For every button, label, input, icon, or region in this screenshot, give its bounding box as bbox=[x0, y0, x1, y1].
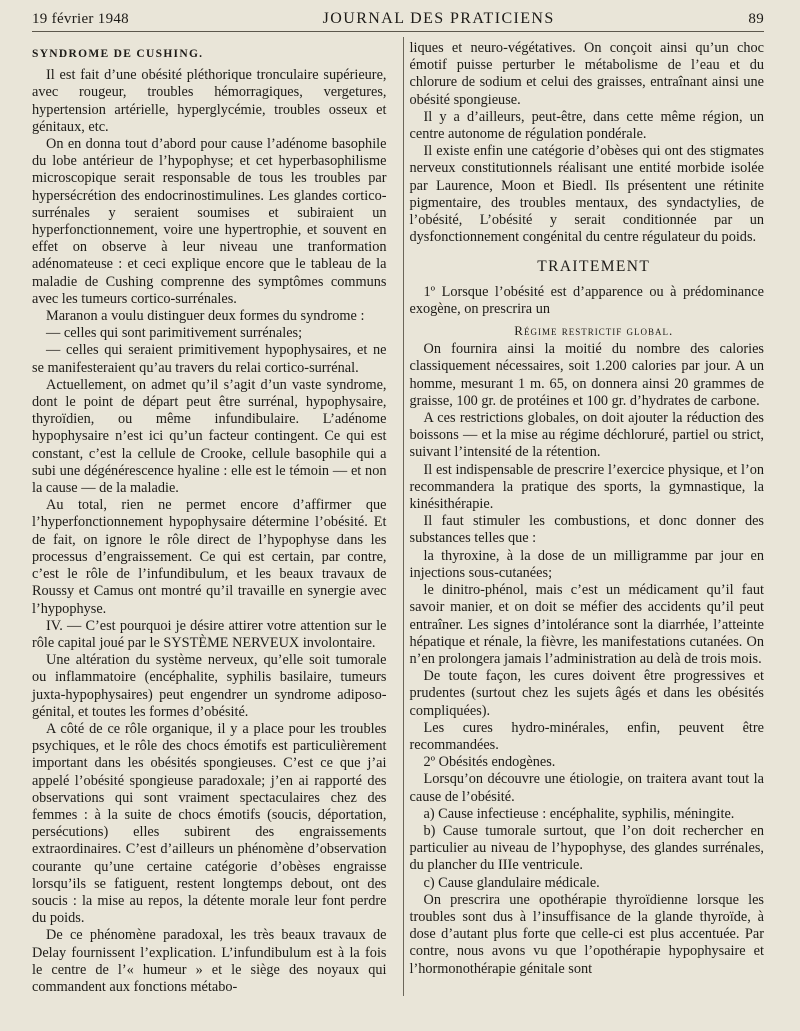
paragraph: De ce phénomène paradoxal, les très beaux travaux de Delay fournissent l’explication. L’infundibulum est à la fois le centre de l’« humeur » et le siège des noyaux qui commandent aux fonctions métabo- bbox=[32, 927, 387, 995]
subheading-regime: Régime restrictif global. bbox=[514, 323, 674, 339]
paragraph: On prescrira une opothérapie thyroïdienne lorsque les troubles sont dus à l’insuffisance de la glande thyroïde, à dose d’autant plus forte que celle-ci est plus accentuée. Par contre, nous avons vu que l’opothérapie hypophysaire et l’hormonothérapie génitale sont bbox=[409, 891, 764, 977]
paragraph: liques et neuro-végétatives. On conçoit ainsi qu’un choc émotif puisse perturber le métabolisme de l’eau et du chlorure de sodium et celui des graisses, entraînant ainsi une obésité spongieuse. bbox=[409, 40, 764, 108]
paragraph: A côté de ce rôle organique, il y a place pour les troubles psychiques, et le rôle des chocs émotifs est particulièrement important dans les obésités spongieuses. C’est ce que j’ai appelé l’obésité spongieuse paradoxale; j’en ai rapporté des observations qui sont vraiment spectaculaires chez des femmes : à la suite de chocs émotifs (soucis, déportation, persécutions) elles subirent des engraissements extraordinaires. C’est d’ailleurs un phénomène d’observation courante qu’une certaine catégorie d’obèses engraisse lorsqu’ils se fatiguent, restent longtemps debout, ont des soucis : la mise au repos, la détente morale leur font perdre du poids. bbox=[32, 720, 387, 927]
running-header bbox=[32, 10, 764, 32]
paragraph: Il existe enfin une catégorie d’obèses qui ont des stigmates nerveux constitutionnels réalisant une entité morbide isolée par Laurence, Moon et Biedl. Ils présentent une rétinite pigmentaire, des troubles mentaux, des syndactylies, de l’obésité, L’obésité y serait conditionnée par un dysfonctionnement congénital du centre régulateur du poids. bbox=[409, 143, 764, 246]
paragraph: Au total, rien ne permet encore d’affirmer que l’hyperfonctionnement hypophysaire détermine l’obésité. Et de fait, on ignore le rôle direct de l’hypophyse dans les processus d’engraissement. Ce qui est certain, par contre, c’est le rôle de l’infundibulum, et les beaux travaux de Roussy et Camus ont montré qu’il travaille en synergie avec l’hypophyse. bbox=[32, 497, 387, 617]
right-column bbox=[398, 40, 765, 996]
paragraph: la thyroxine, à la dose de un milligramme par jour en injections sous-cutanées; bbox=[409, 547, 764, 581]
header-journal-title: JOURNAL DES PRATICIENS bbox=[322, 10, 555, 27]
header-page-number: 89 bbox=[748, 11, 764, 27]
section-heading-cushing: SYNDROME DE CUSHING. bbox=[32, 48, 204, 60]
left-column bbox=[32, 40, 398, 996]
treatment-item-1: 1º Lorsque l’obésité est d’apparence ou à prédominance exogène, on prescrira un bbox=[409, 283, 764, 317]
paragraph: — celles qui seraient primitivement hypophysaires, et ne se manifesteraient qu’au travers du relai cortico-surrénal. bbox=[32, 342, 387, 376]
treatment-item-2: 2º Obésités endogènes. bbox=[423, 754, 556, 771]
paragraph: b) Cause tumorale surtout, que l’on doit rechercher en particulier au niveau de l’hypophyse, des glandes surrénales, du plancher du IIIe ventricule. bbox=[409, 822, 764, 874]
paragraph: Il y a d’ailleurs, peut-être, dans cette même région, un centre autonome de régulation pondérale. bbox=[409, 108, 764, 143]
paragraph: a) Cause infectieuse : encéphalite, syphilis, méningite. bbox=[423, 805, 735, 822]
paragraph: — celles qui sont parimitivement surrénales; bbox=[46, 325, 303, 342]
paragraph: Maranon a voulu distinguer deux formes du syndrome : bbox=[46, 308, 365, 325]
two-column-body bbox=[32, 40, 764, 996]
paragraph: A ces restrictions globales, on doit ajouter la réduction des boissons — et la mise au régime déchloruré, partiel ou strict, suivant l’intensité de la rétention. bbox=[409, 410, 764, 461]
paragraph: On en donna tout d’abord pour cause l’adénome basophile du lobe antérieur de l’hypophyse; et cet hyperbasophilisme microscopique serait responsable de tous les troubles par hypersécrétion des endocrinostimulines. Les glandes cortico-surrénales y seraient soumises et subiraient un hyperfonctionnement, voire une hypertrophie, et souvent en effet on observe à leur niveau une tranformation adénomateuse : et ceci explique encore que le tableau de la maladie de Cushing comprenne des symptômes communs avec les tumeurs cortico-surrénales. bbox=[32, 136, 387, 307]
paragraph: Lorsqu’on découvre une étiologie, on traitera avant tout la cause de l’obésité. bbox=[409, 771, 764, 805]
paragraph: On fournira ainsi la moitié du nombre des calories classiquement nécessaires, soit 1.200 calories par jour. A un homme, mesurant 1 m. 65, on donnera ainsi 20 grammes de graisse, 100 gr. de protéines et 100 gr. d’hydrates de carbone. bbox=[409, 341, 764, 409]
paragraph: De toute façon, les cures doivent être progressives et prudentes (surtout chez les sujets âgés et dans les obésités compliquées). bbox=[409, 668, 764, 719]
paragraph: Il faut stimuler les combustions, et donc donner des substances telles que : bbox=[409, 513, 764, 547]
paragraph: c) Cause glandulaire médicale. bbox=[423, 874, 600, 891]
column-divider bbox=[403, 37, 404, 996]
paragraph: Actuellement, on admet qu’il s’agit d’un vaste syndrome, dont le point de départ peut être surrénal, hypophysaire, thyroïdien, ou même infundibulaire. L’adénome hypophysaire n’est ici qu’un facteur contingent. Ce qui est constant, c’est la cellule de Crooke, cellule basophile qui a subi une dégénérescence hyaline : elle est le témoin — et non la cause — de la maladie. bbox=[32, 376, 387, 497]
paragraph: Il est indispensable de prescrire l’exercice physique, et l’on recommandera la pratique des sports, la gymnastique, la kinésithérapie. bbox=[409, 461, 764, 513]
paragraph: Les cures hydro-minérales, enfin, peuvent être recommandées. bbox=[409, 719, 764, 753]
paragraph: le dinitro-phénol, mais c’est un médicament qu’il faut savoir manier, et on doit se méfier des accidents qu’il peut entraîner. Les signes d’intolérance sont la diarrhée, l’atteinte hépatique et rénale, la fièvre, les manifestations cutanées. On n’en prolongera jamais l’administration au delà de trois mois. bbox=[409, 582, 764, 667]
paragraph: Une altération du système nerveux, qu’elle soit tumorale ou inflammatoire (encéphalite, syphilis basilaire, tumeurs juxta-hypophysaires) peut engendrer un syndrome adiposo-génital, et toutes les formes d’obésité. bbox=[32, 652, 387, 720]
header-date: 19 février 1948 bbox=[32, 11, 129, 27]
section-heading-traitement: TRAITEMENT bbox=[537, 258, 651, 276]
paragraph: Il est fait d’une obésité pléthorique tronculaire supérieure, avec rougeur, troubles hémorragiques, vergetures, hypertension artérielle, hyperglycémie, troubles osseux et génitaux, etc. bbox=[32, 67, 387, 135]
paragraph: IV. — C’est pourquoi je désire attirer votre attention sur le rôle capital joué par le SYSTÈME NERVEUX involontaire. bbox=[32, 617, 387, 651]
